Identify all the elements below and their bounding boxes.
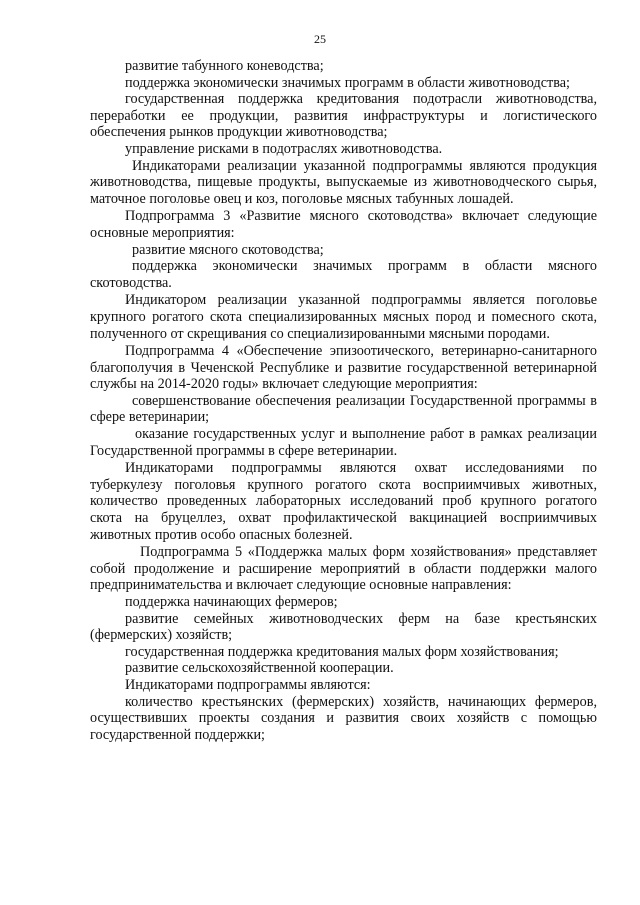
paragraph: государственная поддержка кредитования малых форм хозяйствования; (125, 643, 559, 660)
paragraph: совершенствование обеспечения реализации Государственной программы в сфере ветеринарии; (90, 392, 597, 426)
paragraph: Подпрограмма 3 «Развитие мясного скотоводства» включает следующие основные мероприятия: (90, 208, 597, 241)
paragraph: поддержка экономически значимых программ в области животноводства; (125, 74, 570, 91)
page-number: 25 (314, 32, 326, 46)
paragraph: государственная поддержка кредитования подотрасли животноводства, переработки ее продукции, развития инфраструктуры и логистического обеспечения рынков продукции животноводства; (90, 91, 597, 141)
paragraph: Подпрограмма 4 «Обеспечение эпизоотического, ветеринарно-санитарного благополучия в Чеченской Республике и развитие государственной ветеринарной службы на 2014-2020 годы» включает следующие мероприятия: (90, 343, 597, 393)
paragraph: Подпрограмма 5 «Поддержка малых форм хозяйствования» представляет собой продолжение и расширение мероприятий в области поддержки малого предпринимательства и включает следующие основные направления: (90, 544, 597, 594)
paragraph: поддержка экономически значимых программ в области мясного скотоводства. (90, 258, 597, 291)
paragraph: управление рисками в подотраслях животноводства. (125, 140, 443, 157)
paragraph: Индикаторами реализации указанной подпрограммы являются продукция животноводства, пищевые продукты, выпускаемые из животноводческого сырья, маточное поголовье овец и коз, поголовье мясных табунных лошадей. (90, 157, 597, 207)
document-body (90, 58, 597, 743)
paragraph: развитие сельскохозяйственной кооперации. (125, 660, 394, 677)
paragraph: оказание государственных услуг и выполнение работ в рамках реализации Государственной программы в сфере ветеринарии. (90, 426, 597, 459)
paragraph: поддержка начинающих фермеров; (125, 594, 338, 610)
paragraph: Индикаторами подпрограммы являются: (125, 676, 371, 693)
paragraph: количество крестьянских (фермерских) хозяйств, начинающих фермеров, осуществивших проекты создания и развития своих хозяйств с помощью государственной поддержки; (90, 693, 597, 743)
paragraph: Индикатором реализации указанной подпрограммы является поголовье крупного рогатого скота специализированных мясных пород и помесного скота, полученного от скрещивания со специализированными мясными породами. (90, 292, 597, 342)
paragraph: Индикаторами подпрограммы являются охват исследованиями по туберкулезу поголовья крупного рогатого скота восприимчивых животных, количество проведенных лабораторных исследований проб крупного рогатого скота на бруцеллез, охват профилактической вакцинацией восприимчивых животных против особо опасных болезней. (90, 460, 597, 543)
paragraph: развитие мясного скотоводства; (132, 241, 324, 258)
paragraph: развитие табунного коневодства; (125, 58, 324, 74)
paragraph: развитие семейных животноводческих ферм на базе крестьянских (фермерских) хозяйств; (90, 610, 597, 644)
